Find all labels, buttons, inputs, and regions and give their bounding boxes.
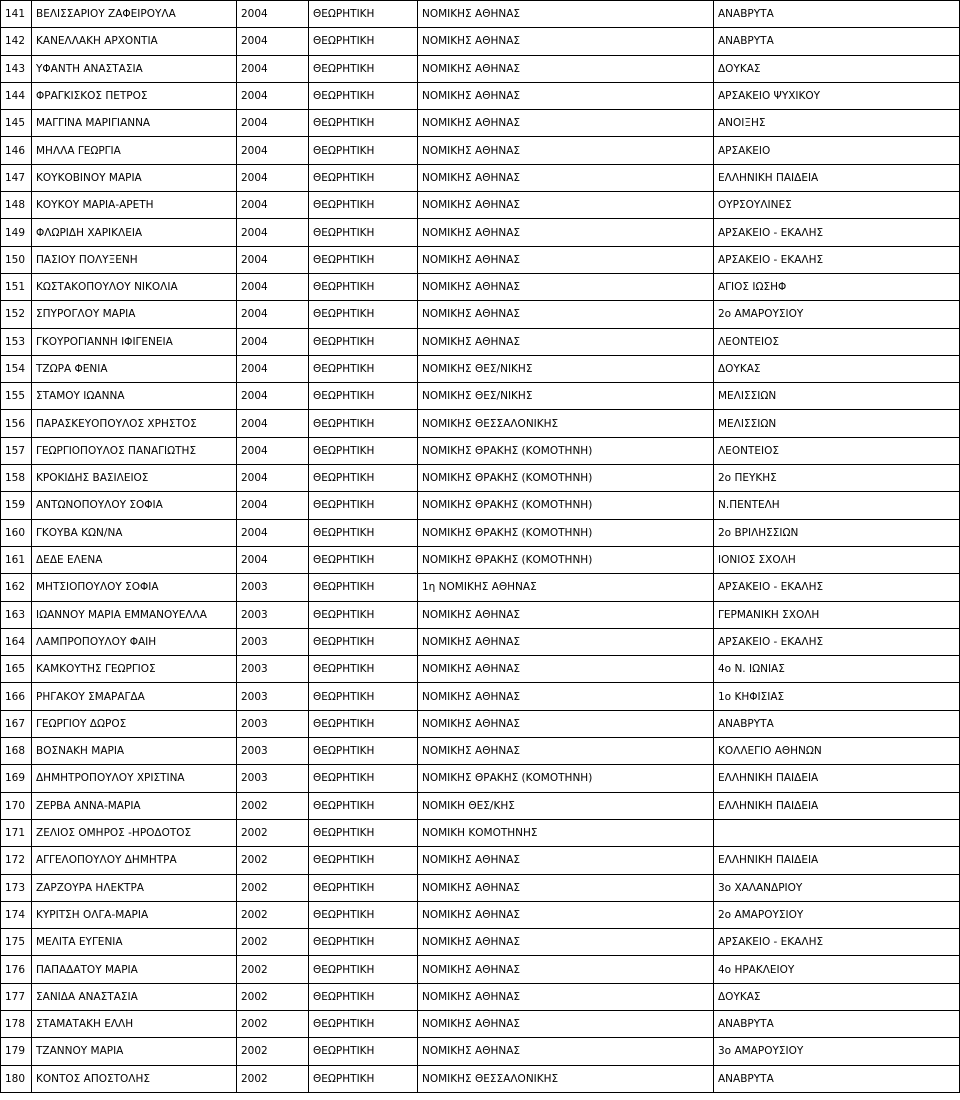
student-name-cell: ΚΟΥΚΟΒΙΝΟΥ ΜΑΡΙΑ: [32, 164, 237, 191]
department-cell: ΝΟΜΙΚΗΣ ΑΘΗΝΑΣ: [418, 82, 714, 109]
table-row: [1, 328, 960, 355]
table-row: [1, 874, 960, 901]
department-cell: ΝΟΜΙΚΗΣ ΑΘΗΝΑΣ: [418, 301, 714, 328]
row-number-cell: 155: [1, 383, 32, 410]
department-cell: ΝΟΜΙΚΗΣ ΑΘΗΝΑΣ: [418, 219, 714, 246]
row-number-cell: 164: [1, 628, 32, 655]
year-cell: 2002: [237, 792, 309, 819]
row-number-cell: 160: [1, 519, 32, 546]
school-cell: ΑΡΣΑΚΕΙΟ - ΕΚΑΛΗΣ: [714, 246, 960, 273]
year-cell: 2004: [237, 1, 309, 28]
table-row: [1, 710, 960, 737]
stream-cell: ΘΕΩΡΗΤΙΚΗ: [309, 465, 418, 492]
year-cell: 2004: [237, 137, 309, 164]
stream-cell: ΘΕΩΡΗΤΙΚΗ: [309, 1065, 418, 1092]
table-row: [1, 192, 960, 219]
row-number-cell: 145: [1, 110, 32, 137]
department-cell: ΝΟΜΙΚΗΣ ΑΘΗΝΑΣ: [418, 738, 714, 765]
school-cell: ΕΛΛΗΝΙΚΗ ΠΑΙΔΕΙΑ: [714, 792, 960, 819]
table-row: [1, 546, 960, 573]
student-name-cell: ΡΗΓΑΚΟΥ ΣΜΑΡΑΓΔΑ: [32, 683, 237, 710]
row-number-cell: 159: [1, 492, 32, 519]
stream-cell: ΘΕΩΡΗΤΙΚΗ: [309, 519, 418, 546]
row-number-cell: 173: [1, 874, 32, 901]
table-row: [1, 110, 960, 137]
stream-cell: ΘΕΩΡΗΤΙΚΗ: [309, 82, 418, 109]
student-name-cell: ΖΕΛΙΟΣ ΟΜΗΡΟΣ -ΗΡΟΔΟΤΟΣ: [32, 819, 237, 846]
row-number-cell: 151: [1, 273, 32, 300]
school-cell: 3ο ΑΜΑΡΟΥΣΙΟΥ: [714, 1038, 960, 1065]
stream-cell: ΘΕΩΡΗΤΙΚΗ: [309, 683, 418, 710]
table-row: [1, 656, 960, 683]
department-cell: ΝΟΜΙΚΗΣ ΘΕΣ/ΝΙΚΗΣ: [418, 355, 714, 382]
department-cell: ΝΟΜΙΚΗΣ ΑΘΗΝΑΣ: [418, 1010, 714, 1037]
student-name-cell: ΣΤΑΜΟΥ ΙΩΑΝΝΑ: [32, 383, 237, 410]
year-cell: 2004: [237, 246, 309, 273]
year-cell: 2004: [237, 192, 309, 219]
student-name-cell: ΣΑΝΙΔΑ ΑΝΑΣΤΑΣΙΑ: [32, 983, 237, 1010]
year-cell: 2004: [237, 82, 309, 109]
student-name-cell: ΚΟΥΚΟΥ ΜΑΡΙΑ-ΑΡΕΤΗ: [32, 192, 237, 219]
row-number-cell: 141: [1, 1, 32, 28]
year-cell: 2002: [237, 1038, 309, 1065]
table-row: [1, 956, 960, 983]
department-cell: ΝΟΜΙΚΗΣ ΑΘΗΝΑΣ: [418, 956, 714, 983]
stream-cell: ΘΕΩΡΗΤΙΚΗ: [309, 574, 418, 601]
table-row: [1, 819, 960, 846]
table-row: [1, 628, 960, 655]
table-row: [1, 601, 960, 628]
row-number-cell: 172: [1, 847, 32, 874]
year-cell: 2004: [237, 492, 309, 519]
table-row: [1, 901, 960, 928]
student-name-cell: ΔΕΔΕ ΕΛΕΝΑ: [32, 546, 237, 573]
school-cell: ΑΡΣΑΚΕΙΟ: [714, 137, 960, 164]
school-cell: ΔΟΥΚΑΣ: [714, 983, 960, 1010]
table-row: [1, 519, 960, 546]
student-name-cell: ΓΕΩΡΓΙΟΥ ΔΩΡΟΣ: [32, 710, 237, 737]
row-number-cell: 161: [1, 546, 32, 573]
school-cell: 4ο Ν. ΙΩΝΙΑΣ: [714, 656, 960, 683]
department-cell: ΝΟΜΙΚΗΣ ΑΘΗΝΑΣ: [418, 983, 714, 1010]
table-row: [1, 301, 960, 328]
table-row: [1, 437, 960, 464]
department-cell: ΝΟΜΙΚΗΣ ΑΘΗΝΑΣ: [418, 656, 714, 683]
year-cell: 2002: [237, 956, 309, 983]
stream-cell: ΘΕΩΡΗΤΙΚΗ: [309, 328, 418, 355]
table-row: [1, 1010, 960, 1037]
row-number-cell: 169: [1, 765, 32, 792]
year-cell: 2002: [237, 847, 309, 874]
department-cell: ΝΟΜΙΚΗΣ ΘΡΑΚΗΣ (ΚΟΜΟΤΗΝΗ): [418, 465, 714, 492]
school-cell: ΑΡΣΑΚΕΙΟ - ΕΚΑΛΗΣ: [714, 929, 960, 956]
school-cell: ΜΕΛΙΣΣΙΩΝ: [714, 410, 960, 437]
year-cell: 2004: [237, 301, 309, 328]
department-cell: ΝΟΜΙΚΗ ΘΕΣ/ΚΗΣ: [418, 792, 714, 819]
school-cell: ΛΕΟΝΤΕΙΟΣ: [714, 328, 960, 355]
stream-cell: ΘΕΩΡΗΤΙΚΗ: [309, 355, 418, 382]
row-number-cell: 152: [1, 301, 32, 328]
table-row: [1, 82, 960, 109]
school-cell: ΜΕΛΙΣΣΙΩΝ: [714, 383, 960, 410]
student-name-cell: ΚΩΣΤΑΚΟΠΟΥΛΟΥ ΝΙΚΟΛΙΑ: [32, 273, 237, 300]
row-number-cell: 142: [1, 28, 32, 55]
year-cell: 2004: [237, 273, 309, 300]
table-row: [1, 738, 960, 765]
school-cell: 1ο ΚΗΦΙΣΙΑΣ: [714, 683, 960, 710]
row-number-cell: 144: [1, 82, 32, 109]
row-number-cell: 166: [1, 683, 32, 710]
year-cell: 2002: [237, 929, 309, 956]
department-cell: ΝΟΜΙΚΗΣ ΑΘΗΝΑΣ: [418, 847, 714, 874]
school-cell: ΑΝΟΙΞΗΣ: [714, 110, 960, 137]
student-name-cell: ΤΖΑΝΝΟΥ ΜΑΡΙΑ: [32, 1038, 237, 1065]
year-cell: 2002: [237, 1065, 309, 1092]
table-row: [1, 355, 960, 382]
row-number-cell: 167: [1, 710, 32, 737]
department-cell: ΝΟΜΙΚΗΣ ΑΘΗΝΑΣ: [418, 28, 714, 55]
student-name-cell: ΒΕΛΙΣΣΑΡΙΟΥ ΖΑΦΕΙΡΟΥΛΑ: [32, 1, 237, 28]
row-number-cell: 163: [1, 601, 32, 628]
student-name-cell: ΣΠΥΡΟΓΛΟΥ ΜΑΡΙΑ: [32, 301, 237, 328]
stream-cell: ΘΕΩΡΗΤΙΚΗ: [309, 28, 418, 55]
school-cell: [714, 819, 960, 846]
year-cell: 2003: [237, 656, 309, 683]
year-cell: 2004: [237, 28, 309, 55]
stream-cell: ΘΕΩΡΗΤΙΚΗ: [309, 492, 418, 519]
department-cell: ΝΟΜΙΚΗΣ ΑΘΗΝΑΣ: [418, 246, 714, 273]
student-name-cell: ΠΑΠΑΔΑΤΟΥ ΜΑΡΙΑ: [32, 956, 237, 983]
department-cell: ΝΟΜΙΚΗΣ ΘΡΑΚΗΣ (ΚΟΜΟΤΗΝΗ): [418, 546, 714, 573]
table-row: [1, 929, 960, 956]
stream-cell: ΘΕΩΡΗΤΙΚΗ: [309, 246, 418, 273]
school-cell: 2ο ΑΜΑΡΟΥΣΙΟΥ: [714, 901, 960, 928]
stream-cell: ΘΕΩΡΗΤΙΚΗ: [309, 410, 418, 437]
school-cell: ΕΛΛΗΝΙΚΗ ΠΑΙΔΕΙΑ: [714, 164, 960, 191]
year-cell: 2004: [237, 546, 309, 573]
table-row: [1, 1038, 960, 1065]
department-cell: ΝΟΜΙΚΗΣ ΘΕΣΣΑΛΟΝΙΚΗΣ: [418, 1065, 714, 1092]
department-cell: ΝΟΜΙΚΗ ΚΟΜΟΤΗΝΗΣ: [418, 819, 714, 846]
school-cell: ΑΝΑΒΡΥΤΑ: [714, 28, 960, 55]
table-row: [1, 465, 960, 492]
year-cell: 2004: [237, 355, 309, 382]
row-number-cell: 176: [1, 956, 32, 983]
department-cell: ΝΟΜΙΚΗΣ ΑΘΗΝΑΣ: [418, 874, 714, 901]
stream-cell: ΘΕΩΡΗΤΙΚΗ: [309, 546, 418, 573]
student-name-cell: ΔΗΜΗΤΡΟΠΟΥΛΟΥ ΧΡΙΣΤΙΝΑ: [32, 765, 237, 792]
year-cell: 2002: [237, 901, 309, 928]
table-row: [1, 273, 960, 300]
department-cell: ΝΟΜΙΚΗΣ ΑΘΗΝΑΣ: [418, 1, 714, 28]
student-name-cell: ΜΑΓΓΙΝΑ ΜΑΡΙΓΙΑΝΝΑ: [32, 110, 237, 137]
department-cell: ΝΟΜΙΚΗΣ ΑΘΗΝΑΣ: [418, 929, 714, 956]
student-name-cell: ΚΥΡΙΤΣΗ ΟΛΓΑ-ΜΑΡΙΑ: [32, 901, 237, 928]
student-name-cell: ΛΑΜΠΡΟΠΟΥΛΟΥ ΦΑΙΗ: [32, 628, 237, 655]
student-name-cell: ΜΕΛΙΤΑ ΕΥΓΕΝΙΑ: [32, 929, 237, 956]
school-cell: ΓΕΡΜΑΝΙΚΗ ΣΧΟΛΗ: [714, 601, 960, 628]
row-number-cell: 150: [1, 246, 32, 273]
row-number-cell: 156: [1, 410, 32, 437]
stream-cell: ΘΕΩΡΗΤΙΚΗ: [309, 847, 418, 874]
department-cell: ΝΟΜΙΚΗΣ ΑΘΗΝΑΣ: [418, 901, 714, 928]
school-cell: ΑΝΑΒΡΥΤΑ: [714, 1065, 960, 1092]
school-cell: ΔΟΥΚΑΣ: [714, 355, 960, 382]
student-name-cell: ΒΟΣΝΑΚΗ ΜΑΡΙΑ: [32, 738, 237, 765]
school-cell: ΚΟΛΛΕΓΙΟ ΑΘΗΝΩΝ: [714, 738, 960, 765]
table-row: [1, 410, 960, 437]
table-row: [1, 847, 960, 874]
year-cell: 2002: [237, 819, 309, 846]
stream-cell: ΘΕΩΡΗΤΙΚΗ: [309, 628, 418, 655]
department-cell: ΝΟΜΙΚΗΣ ΘΡΑΚΗΣ (ΚΟΜΟΤΗΝΗ): [418, 437, 714, 464]
department-cell: ΝΟΜΙΚΗΣ ΑΘΗΝΑΣ: [418, 328, 714, 355]
stream-cell: ΘΕΩΡΗΤΙΚΗ: [309, 601, 418, 628]
stream-cell: ΘΕΩΡΗΤΙΚΗ: [309, 983, 418, 1010]
table-row: [1, 1, 960, 28]
stream-cell: ΘΕΩΡΗΤΙΚΗ: [309, 656, 418, 683]
school-cell: ΑΡΣΑΚΕΙΟ ΨΥΧΙΚΟΥ: [714, 82, 960, 109]
student-name-cell: ΜΗΤΣΙΟΠΟΥΛΟΥ ΣΟΦΙΑ: [32, 574, 237, 601]
year-cell: 2004: [237, 519, 309, 546]
table-row: [1, 983, 960, 1010]
table-row: [1, 383, 960, 410]
school-cell: ΛΕΟΝΤΕΙΟΣ: [714, 437, 960, 464]
student-name-cell: ΖΑΡΖΟΥΡΑ ΗΛΕΚΤΡΑ: [32, 874, 237, 901]
stream-cell: ΘΕΩΡΗΤΙΚΗ: [309, 765, 418, 792]
year-cell: 2003: [237, 601, 309, 628]
row-number-cell: 179: [1, 1038, 32, 1065]
stream-cell: ΘΕΩΡΗΤΙΚΗ: [309, 110, 418, 137]
school-cell: ΙΟΝΙΟΣ ΣΧΟΛΗ: [714, 546, 960, 573]
student-name-cell: ΓΚΟΥΒΑ ΚΩΝ/ΝΑ: [32, 519, 237, 546]
stream-cell: ΘΕΩΡΗΤΙΚΗ: [309, 901, 418, 928]
department-cell: ΝΟΜΙΚΗΣ ΑΘΗΝΑΣ: [418, 1038, 714, 1065]
table-row: [1, 492, 960, 519]
year-cell: 2003: [237, 683, 309, 710]
year-cell: 2004: [237, 437, 309, 464]
school-cell: ΑΡΣΑΚΕΙΟ - ΕΚΑΛΗΣ: [714, 574, 960, 601]
department-cell: ΝΟΜΙΚΗΣ ΑΘΗΝΑΣ: [418, 192, 714, 219]
department-cell: ΝΟΜΙΚΗΣ ΘΡΑΚΗΣ (ΚΟΜΟΤΗΝΗ): [418, 765, 714, 792]
school-cell: ΑΡΣΑΚΕΙΟ - ΕΚΑΛΗΣ: [714, 628, 960, 655]
student-name-cell: ΙΩΑΝΝΟΥ ΜΑΡΙΑ ΕΜΜΑΝΟΥΕΛΛΑ: [32, 601, 237, 628]
table-row: [1, 792, 960, 819]
school-cell: ΑΓΙΟΣ ΙΩΣΗΦ: [714, 273, 960, 300]
row-number-cell: 171: [1, 819, 32, 846]
student-name-cell: ΚΟΝΤΟΣ ΑΠΟΣΤΟΛΗΣ: [32, 1065, 237, 1092]
department-cell: 1η ΝΟΜΙΚΗΣ ΑΘΗΝΑΣ: [418, 574, 714, 601]
department-cell: ΝΟΜΙΚΗΣ ΑΘΗΝΑΣ: [418, 273, 714, 300]
school-cell: ΕΛΛΗΝΙΚΗ ΠΑΙΔΕΙΑ: [714, 847, 960, 874]
school-cell: 4ο ΗΡΑΚΛΕΙΟΥ: [714, 956, 960, 983]
department-cell: ΝΟΜΙΚΗΣ ΑΘΗΝΑΣ: [418, 164, 714, 191]
row-number-cell: 168: [1, 738, 32, 765]
student-name-cell: ΚΑΝΕΛΛΑΚΗ ΑΡΧΟΝΤΙΑ: [32, 28, 237, 55]
student-name-cell: ΠΑΣΙΟΥ ΠΟΛΥΞΕΝΗ: [32, 246, 237, 273]
table-row: [1, 765, 960, 792]
stream-cell: ΘΕΩΡΗΤΙΚΗ: [309, 164, 418, 191]
row-number-cell: 178: [1, 1010, 32, 1037]
school-cell: 3ο ΧΑΛΑΝΔΡΙΟΥ: [714, 874, 960, 901]
school-cell: ΑΡΣΑΚΕΙΟ - ΕΚΑΛΗΣ: [714, 219, 960, 246]
student-name-cell: ΖΕΡΒΑ ΑΝΝΑ-ΜΑΡΙΑ: [32, 792, 237, 819]
department-cell: ΝΟΜΙΚΗΣ ΑΘΗΝΑΣ: [418, 137, 714, 164]
row-number-cell: 175: [1, 929, 32, 956]
student-name-cell: ΠΑΡΑΣΚΕΥΟΠΟΥΛΟΣ ΧΡΗΣΤΟΣ: [32, 410, 237, 437]
year-cell: 2002: [237, 1010, 309, 1037]
school-cell: ΔΟΥΚΑΣ: [714, 55, 960, 82]
year-cell: 2003: [237, 710, 309, 737]
row-number-cell: 143: [1, 55, 32, 82]
stream-cell: ΘΕΩΡΗΤΙΚΗ: [309, 273, 418, 300]
year-cell: 2004: [237, 164, 309, 191]
table-row: [1, 164, 960, 191]
row-number-cell: 162: [1, 574, 32, 601]
table-row: [1, 137, 960, 164]
table-row: [1, 574, 960, 601]
school-cell: ΑΝΑΒΡΥΤΑ: [714, 1, 960, 28]
stream-cell: ΘΕΩΡΗΤΙΚΗ: [309, 437, 418, 464]
student-name-cell: ΜΗΛΛΑ ΓΕΩΡΓΙΑ: [32, 137, 237, 164]
row-number-cell: 153: [1, 328, 32, 355]
year-cell: 2003: [237, 574, 309, 601]
table-row: [1, 219, 960, 246]
stream-cell: ΘΕΩΡΗΤΙΚΗ: [309, 710, 418, 737]
year-cell: 2002: [237, 874, 309, 901]
school-cell: ΕΛΛΗΝΙΚΗ ΠΑΙΔΕΙΑ: [714, 765, 960, 792]
row-number-cell: 157: [1, 437, 32, 464]
department-cell: ΝΟΜΙΚΗΣ ΑΘΗΝΑΣ: [418, 628, 714, 655]
row-number-cell: 177: [1, 983, 32, 1010]
stream-cell: ΘΕΩΡΗΤΙΚΗ: [309, 55, 418, 82]
row-number-cell: 146: [1, 137, 32, 164]
stream-cell: ΘΕΩΡΗΤΙΚΗ: [309, 137, 418, 164]
year-cell: 2004: [237, 383, 309, 410]
year-cell: 2004: [237, 219, 309, 246]
stream-cell: ΘΕΩΡΗΤΙΚΗ: [309, 874, 418, 901]
table-row: [1, 246, 960, 273]
row-number-cell: 170: [1, 792, 32, 819]
student-name-cell: ΦΛΩΡΙΔΗ ΧΑΡΙΚΛΕΙΑ: [32, 219, 237, 246]
student-name-cell: ΚΑΜΚΟΥΤΗΣ ΓΕΩΡΓΙΟΣ: [32, 656, 237, 683]
stream-cell: ΘΕΩΡΗΤΙΚΗ: [309, 956, 418, 983]
department-cell: ΝΟΜΙΚΗΣ ΑΘΗΝΑΣ: [418, 110, 714, 137]
year-cell: 2004: [237, 110, 309, 137]
results-table-body: [1, 1, 960, 1093]
student-name-cell: ΑΝΤΩΝΟΠΟΥΛΟΥ ΣΟΦΙΑ: [32, 492, 237, 519]
department-cell: ΝΟΜΙΚΗΣ ΘΡΑΚΗΣ (ΚΟΜΟΤΗΝΗ): [418, 492, 714, 519]
year-cell: 2004: [237, 55, 309, 82]
row-number-cell: 154: [1, 355, 32, 382]
stream-cell: ΘΕΩΡΗΤΙΚΗ: [309, 192, 418, 219]
row-number-cell: 180: [1, 1065, 32, 1092]
stream-cell: ΘΕΩΡΗΤΙΚΗ: [309, 929, 418, 956]
year-cell: 2002: [237, 983, 309, 1010]
department-cell: ΝΟΜΙΚΗΣ ΑΘΗΝΑΣ: [418, 683, 714, 710]
department-cell: ΝΟΜΙΚΗΣ ΑΘΗΝΑΣ: [418, 601, 714, 628]
stream-cell: ΘΕΩΡΗΤΙΚΗ: [309, 738, 418, 765]
stream-cell: ΘΕΩΡΗΤΙΚΗ: [309, 1, 418, 28]
department-cell: ΝΟΜΙΚΗΣ ΑΘΗΝΑΣ: [418, 710, 714, 737]
stream-cell: ΘΕΩΡΗΤΙΚΗ: [309, 1010, 418, 1037]
year-cell: 2003: [237, 738, 309, 765]
year-cell: 2003: [237, 765, 309, 792]
school-cell: ΑΝΑΒΡΥΤΑ: [714, 710, 960, 737]
year-cell: 2003: [237, 628, 309, 655]
stream-cell: ΘΕΩΡΗΤΙΚΗ: [309, 383, 418, 410]
school-cell: 2ο ΒΡΙΛΗΣΣΙΩΝ: [714, 519, 960, 546]
department-cell: ΝΟΜΙΚΗΣ ΘΕΣΣΑΛΟΝΙΚΗΣ: [418, 410, 714, 437]
student-name-cell: ΥΦΑΝΤΗ ΑΝΑΣΤΑΣΙΑ: [32, 55, 237, 82]
row-number-cell: 174: [1, 901, 32, 928]
row-number-cell: 165: [1, 656, 32, 683]
student-name-cell: ΣΤΑΜΑΤΑΚΗ ΕΛΛΗ: [32, 1010, 237, 1037]
department-cell: ΝΟΜΙΚΗΣ ΑΘΗΝΑΣ: [418, 55, 714, 82]
school-cell: 2ο ΑΜΑΡΟΥΣΙΟΥ: [714, 301, 960, 328]
row-number-cell: 148: [1, 192, 32, 219]
school-cell: ΑΝΑΒΡΥΤΑ: [714, 1010, 960, 1037]
year-cell: 2004: [237, 410, 309, 437]
school-cell: 2ο ΠΕΥΚΗΣ: [714, 465, 960, 492]
student-name-cell: ΦΡΑΓΚΙΣΚΟΣ ΠΕΤΡΟΣ: [32, 82, 237, 109]
row-number-cell: 147: [1, 164, 32, 191]
student-name-cell: ΤΖΩΡΑ ΦΕΝΙΑ: [32, 355, 237, 382]
department-cell: ΝΟΜΙΚΗΣ ΘΡΑΚΗΣ (ΚΟΜΟΤΗΝΗ): [418, 519, 714, 546]
school-cell: Ν.ΠΕΝΤΕΛΗ: [714, 492, 960, 519]
year-cell: 2004: [237, 465, 309, 492]
row-number-cell: 158: [1, 465, 32, 492]
department-cell: ΝΟΜΙΚΗΣ ΘΕΣ/ΝΙΚΗΣ: [418, 383, 714, 410]
school-cell: ΟΥΡΣΟΥΛΙΝΕΣ: [714, 192, 960, 219]
student-name-cell: ΚΡΟΚΙΔΗΣ ΒΑΣΙΛΕΙΟΣ: [32, 465, 237, 492]
table-row: [1, 55, 960, 82]
stream-cell: ΘΕΩΡΗΤΙΚΗ: [309, 301, 418, 328]
year-cell: 2004: [237, 328, 309, 355]
row-number-cell: 149: [1, 219, 32, 246]
table-row: [1, 1065, 960, 1092]
stream-cell: ΘΕΩΡΗΤΙΚΗ: [309, 1038, 418, 1065]
stream-cell: ΘΕΩΡΗΤΙΚΗ: [309, 819, 418, 846]
student-name-cell: ΓΕΩΡΓΙΟΠΟΥΛΟΣ ΠΑΝΑΓΙΩΤΗΣ: [32, 437, 237, 464]
stream-cell: ΘΕΩΡΗΤΙΚΗ: [309, 792, 418, 819]
table-row: [1, 28, 960, 55]
student-name-cell: ΓΚΟΥΡΟΓΙΑΝΝΗ ΙΦΙΓΕΝΕΙΑ: [32, 328, 237, 355]
student-name-cell: ΑΓΓΕΛΟΠΟΥΛΟΥ ΔΗΜΗΤΡΑ: [32, 847, 237, 874]
stream-cell: ΘΕΩΡΗΤΙΚΗ: [309, 219, 418, 246]
table-row: [1, 683, 960, 710]
